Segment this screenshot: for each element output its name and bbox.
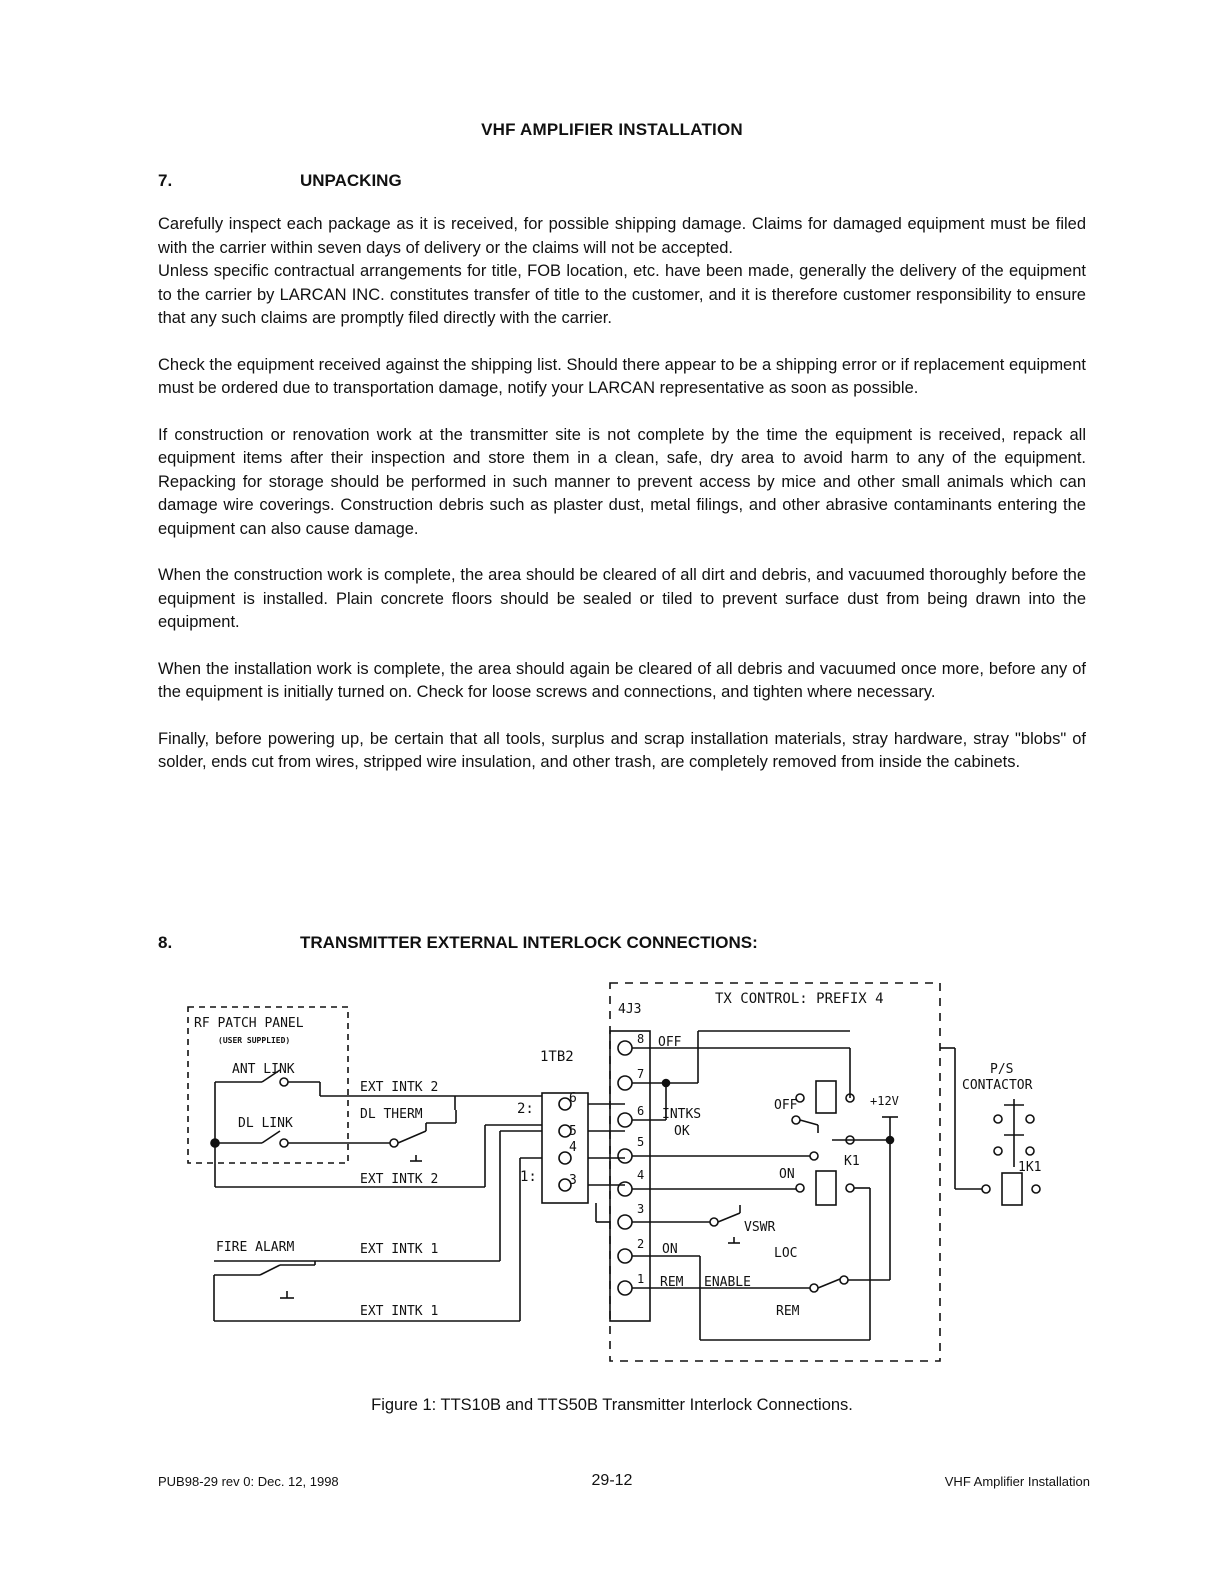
j-pin: 6 xyxy=(637,1104,645,1118)
tb-pin: 4 xyxy=(569,1140,577,1155)
user-supplied-label: (USER SUPPLIED) xyxy=(218,1036,291,1045)
tb-pin: 5 xyxy=(569,1124,577,1139)
on-relay-label: ON xyxy=(779,1167,795,1182)
off-pin-label: OFF xyxy=(658,1035,682,1050)
j-pin: 4 xyxy=(637,1168,645,1182)
section-7-body xyxy=(158,213,1086,798)
k1-1-label: 1K1 xyxy=(1018,1160,1042,1175)
off-relay-label: OFF xyxy=(774,1098,798,1113)
ext-intk-1-top-label: EXT INTK 1 xyxy=(360,1242,439,1257)
j-pin: 2 xyxy=(637,1237,645,1251)
tx-control-label: TX CONTROL: PREFIX 4 xyxy=(715,991,884,1007)
j-pin: 5 xyxy=(637,1135,645,1149)
contactor-label: CONTACTOR xyxy=(962,1078,1033,1093)
tb-group-1: 1: xyxy=(520,1169,537,1185)
dl-therm-label: DL THERM xyxy=(360,1107,423,1122)
ant-link-label: ANT LINK xyxy=(232,1062,295,1077)
paragraph: When the installation work is complete, the area should again be cleared of all debris and vacuumed once more, before any of the equipment is initially turned on. Check for loose screws and connections, and tighten where necessary. xyxy=(158,659,1086,701)
on-pin-label: ON xyxy=(662,1242,678,1257)
fire-alarm-label: FIRE ALARM xyxy=(216,1240,295,1255)
enable-label: ENABLE xyxy=(704,1275,751,1290)
j-pin: 3 xyxy=(637,1202,645,1216)
footer-left: PUB98-29 rev 0: Dec. 12, 1998 xyxy=(158,1474,339,1489)
paragraph: Check the equipment received against the shipping list. Should there appear to be a shipping error or if replacement equipment must be ordered due to transportation damage, notify your LARCAN representative as soon as possible. xyxy=(158,355,1086,397)
figure-caption: Figure 1: TTS10B and TTS50B Transmitter Interlock Connections. xyxy=(371,1396,853,1414)
k1-label: K1 xyxy=(844,1154,860,1169)
rem-pin-label: REM xyxy=(660,1275,684,1290)
tb-pin: 3 xyxy=(569,1173,577,1188)
dl-link-label: DL LINK xyxy=(238,1116,293,1131)
paragraph: When the construction work is complete, the area should be cleared of all dirt and debris, and vacuumed thoroughly before the equipment is installed. Plain concrete floors should be sealed or tiled to prevent surface dust from being drawn into the equipment. xyxy=(158,566,1086,631)
tb-label: 1TB2 xyxy=(540,1049,574,1065)
ok-label: OK xyxy=(674,1124,690,1139)
section-7-number: 7. xyxy=(158,171,173,190)
tb-pin: 6 xyxy=(569,1091,577,1106)
paragraph: Carefully inspect each package as it is received, for possible shipping damage. Claims for damaged equipment must be filed with the carrier within seven days of delivery or the claims will not be accepted. xyxy=(158,215,1086,257)
page-title: VHF AMPLIFIER INSTALLATION xyxy=(481,120,743,139)
j-pin: 7 xyxy=(637,1067,645,1081)
vswr-label: VSWR xyxy=(744,1220,776,1235)
connector-label: 4J3 xyxy=(618,1002,642,1017)
footer-page-number: 29-12 xyxy=(591,1472,633,1489)
ext-intk-1-bottom-label: EXT INTK 1 xyxy=(360,1304,439,1319)
section-8-number: 8. xyxy=(158,933,173,952)
paragraph: Finally, before powering up, be certain that all tools, surplus and scrap installation materials, stray hardware, stray "blobs" of solder, ends cut from wires, stripped wire insulation, and other trash, are completely removed from inside the cabinets. xyxy=(158,729,1086,771)
ps-label: P/S xyxy=(990,1062,1014,1077)
footer-right: VHF Amplifier Installation xyxy=(944,1474,1090,1489)
ext-intk-2-top-label: EXT INTK 2 xyxy=(360,1080,439,1095)
section-8-title: TRANSMITTER EXTERNAL INTERLOCK CONNECTIONS: xyxy=(300,933,758,952)
ext-intk-2-bottom-label: EXT INTK 2 xyxy=(360,1172,439,1187)
plus-12v-label: +12V xyxy=(870,1094,899,1108)
paragraph: Unless specific contractual arrangements for title, FOB location, etc. have been made, generally the delivery of the equipment to the carrier by LARCAN INC. constitutes transfer of title to the customer, and it is therefore customer responsibility to ensure that any such claims are promptly filed directly with the carrier. xyxy=(158,262,1086,327)
rem-label: REM xyxy=(776,1304,800,1319)
intks-label: INTKS xyxy=(662,1107,702,1122)
j-pin: 1 xyxy=(637,1272,645,1286)
interlock-diagram xyxy=(170,975,1070,1375)
tb-group-2: 2: xyxy=(517,1101,534,1117)
j-pin: 8 xyxy=(637,1032,645,1046)
section-7-title: UNPACKING xyxy=(300,171,402,190)
rf-patch-panel-label: RF PATCH PANEL xyxy=(194,1016,304,1031)
loc-label: LOC xyxy=(774,1246,798,1261)
paragraph: If construction or renovation work at the transmitter site is not complete by the time the equipment is received, repack all equipment items after their inspection and store them in a clean, safe, dry area to avoid harm to any of the equipment. Repacking for storage should be performed in such manner to prevent access by mice and other small animals which can damage wire coverings. Construction debris such as plaster dust, metal filings, and other abrasive contaminants entering the equipment can also cause damage. xyxy=(158,425,1086,538)
